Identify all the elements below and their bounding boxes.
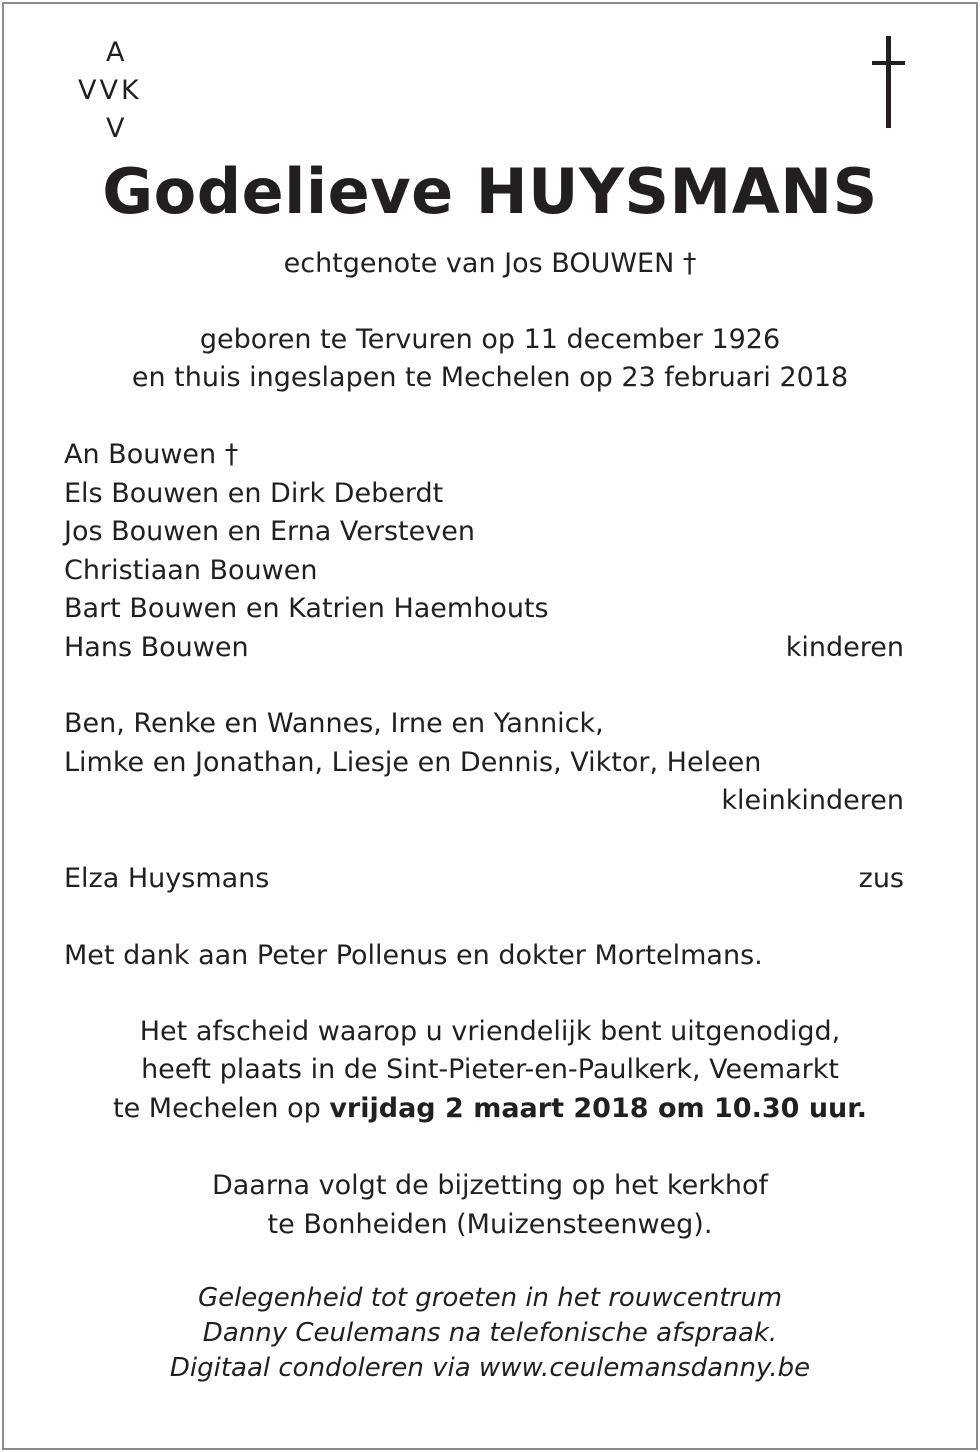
cross-icon bbox=[866, 36, 910, 128]
death-line: en thuis ingeslapen te Mechelen op 23 februari 2018 bbox=[131, 362, 849, 393]
sister-label: zus bbox=[858, 863, 904, 894]
spouse-line: echtgenote van Jos BOUWEN † bbox=[283, 248, 697, 279]
grandchildren-line-2: Limke en Jonathan, Liesje en Dennis, Viktor, Heleen bbox=[64, 746, 762, 778]
burial-line-2: te Bonheiden (Muizensteenweg). bbox=[267, 1209, 713, 1240]
ceremony-datetime: vrijdag 2 maart 2018 om 10.30 uur. bbox=[329, 1093, 867, 1124]
list-item: An Bouwen † bbox=[64, 439, 239, 470]
list-item: Jos Bouwen en Erna Versteven bbox=[64, 516, 475, 547]
deceased-name: Godelieve HUYSMANS bbox=[102, 155, 878, 228]
sister-block bbox=[64, 860, 904, 899]
burial-line-1: Daarna volgt de bijzetting op het kerkhof bbox=[211, 1170, 769, 1201]
children-label: kinderen bbox=[785, 631, 904, 663]
grandchildren-line-1: Ben, Renke en Wannes, Irne en Yannick, bbox=[64, 708, 604, 739]
grandchildren-block bbox=[64, 705, 904, 821]
ceremony-line-2: heeft plaats in de Sint-Pieter-en-Paulkerk, Veemarkt bbox=[141, 1054, 839, 1085]
list-item: Christiaan Bouwen bbox=[64, 554, 318, 586]
thanks-line: Met dank aan Peter Pollenus en dokter Mortelmans. bbox=[64, 940, 763, 971]
ceremony-line-3: te Mechelen op vrijdag 2 maart 2018 om 10.30 uur. bbox=[113, 1093, 867, 1124]
list-item: Bart Bouwen en Katrien Haemhouts bbox=[64, 593, 549, 624]
list-item bbox=[64, 860, 904, 899]
sister-name: Elza Huysmans bbox=[64, 863, 270, 894]
list-item: Hans Bouwen kinderen bbox=[64, 629, 904, 668]
ceremony-line-1: Het afscheid waarop u vriendelijk bent uitgenodigd, bbox=[139, 1016, 841, 1047]
list-item: Els Bouwen en Dirk Deberdt bbox=[64, 477, 444, 509]
footer-line-2: Danny Ceulemans na telefonische afspraak. bbox=[202, 1318, 778, 1348]
avvkv-bottom: V bbox=[106, 113, 128, 144]
children-block bbox=[64, 436, 904, 667]
grandchildren-label: kleinkinderen bbox=[721, 785, 904, 816]
avvkv-middle: VVK bbox=[78, 75, 142, 106]
footer-line-1: Gelegenheid tot groeten in het rouwcentrum bbox=[197, 1283, 783, 1313]
birth-line: geboren te Tervuren op 11 december 1926 bbox=[199, 324, 781, 355]
footer-line-3: Digitaal condoleren via www.ceulemansdanny.be bbox=[169, 1353, 811, 1383]
avvkv-top: A bbox=[106, 37, 128, 68]
